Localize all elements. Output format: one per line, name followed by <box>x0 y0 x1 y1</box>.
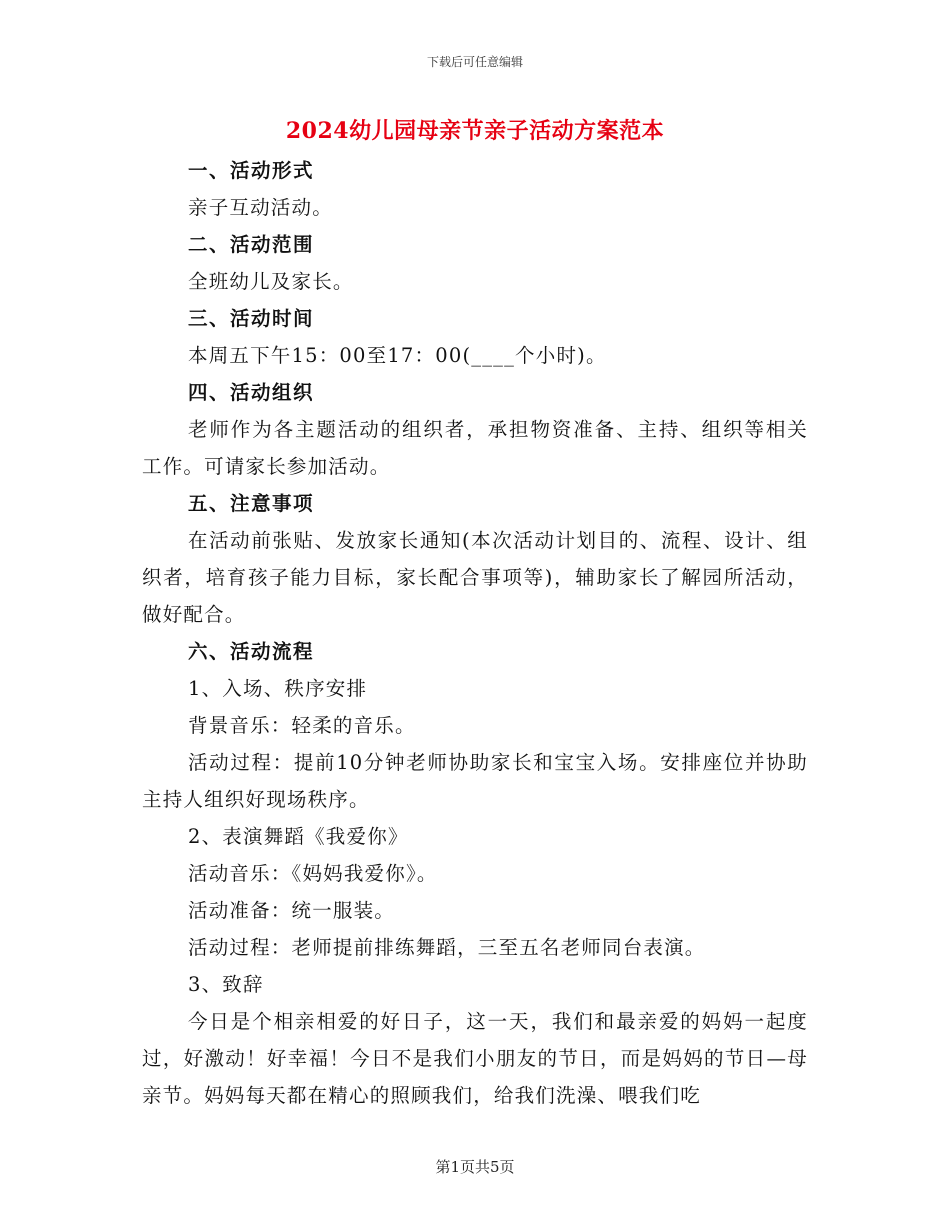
page-footer: 第1页共5页 <box>435 1158 515 1176</box>
paragraph: 亲子互动活动。 <box>188 196 333 219</box>
document-body <box>142 152 808 1114</box>
page-header: 下载后可任意编辑 <box>426 55 523 69</box>
section-heading: 五、注意事项 <box>188 492 315 515</box>
paragraph: 今日是个相亲相爱的好日子，这一天，我们和最亲爱的妈妈一起度过，好激动！好幸福！今日不是我们小朋友的节日，而是妈妈的节日—母亲节。妈妈每天都在精心的照顾我们，给我们洗澡、喂我们吃 <box>142 1010 808 1107</box>
paragraph: 背景音乐：轻柔的音乐。 <box>188 714 416 737</box>
section-heading: 二、活动范围 <box>188 233 315 256</box>
paragraph: 活动准备：统一服装。 <box>188 899 396 922</box>
paragraph: 2、表演舞蹈《我爱你》 <box>188 825 409 848</box>
section-heading: 六、活动流程 <box>188 640 315 663</box>
paragraph: 老师作为各主题活动的组织者，承担物资准备、主持、组织等相关工作。可请家长参加活动。 <box>142 418 808 478</box>
paragraph: 1、入场、秩序安排 <box>188 677 368 700</box>
paragraph: 活动过程：老师提前排练舞蹈，三至五名老师同台表演。 <box>188 936 706 959</box>
paragraph: 本周五下午15：00至17：00(____个小时)。 <box>188 344 607 367</box>
section-heading: 四、活动组织 <box>188 381 315 404</box>
paragraph: 活动音乐：《妈妈我爱你》。 <box>188 862 438 885</box>
paragraph: 在活动前张贴、发放家长通知(本次活动计划目的、流程、设计、组织者，培育孩子能力目标，家长配合事项等)，辅助家长了解园所活动，做好配合。 <box>142 529 808 626</box>
document-title: 2024幼儿园母亲节亲子活动方案范本 <box>285 118 665 144</box>
paragraph: 活动过程：提前10分钟老师协助家长和宝宝入场。安排座位并协助主持人组织好现场秩序。 <box>142 751 808 811</box>
section-heading: 三、活动时间 <box>188 307 315 330</box>
paragraph: 3、致辞 <box>188 973 264 996</box>
section-heading: 一、活动形式 <box>188 159 315 182</box>
paragraph: 全班幼儿及家长。 <box>188 270 354 293</box>
